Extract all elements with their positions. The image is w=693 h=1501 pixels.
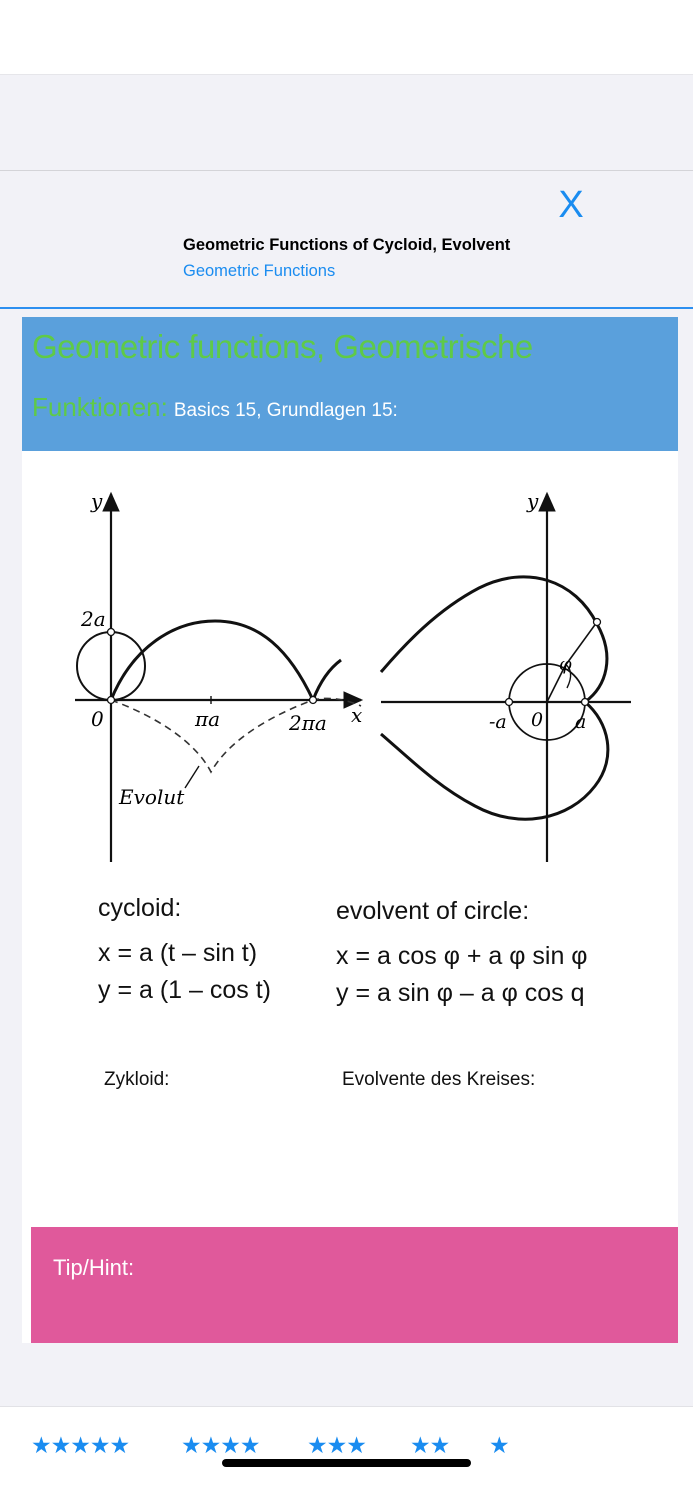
evolvent-diagram	[381, 489, 631, 862]
hint-label: Tip/Hint:	[53, 1255, 135, 1280]
label-phi: φ	[559, 654, 572, 675]
category-link[interactable]: Geometric Functions	[183, 262, 336, 280]
evolvent-heading: evolvent of circle:	[336, 897, 530, 925]
zykloid-label: Zykloid:	[104, 1069, 170, 1090]
evolute-curve	[111, 698, 361, 772]
evolvente-label: Evolvente des Kreises:	[342, 1069, 536, 1090]
point-2pia	[310, 697, 317, 704]
cycloid-curve	[111, 621, 313, 700]
label-2a: 2a	[81, 607, 106, 631]
rating-1-star[interactable]: ★	[489, 1432, 509, 1458]
cycloid-diagram	[75, 489, 362, 862]
point-tangent	[594, 619, 601, 626]
banner-basics-text: Basics 15, Grundlagen 15:	[173, 400, 398, 421]
evolvent-x-equation: x = a cos φ + a φ sin φ	[336, 942, 588, 970]
hint-box	[31, 1227, 678, 1343]
cycloid-x-equation: x = a (t – sin t)	[98, 939, 258, 967]
label-evolvent-origin: 0	[531, 709, 544, 731]
evolvent-y-equation: y = a sin φ – a φ cos q	[336, 979, 585, 1007]
rating-5-stars[interactable]: ★★★★★	[31, 1432, 130, 1458]
evolvent-formulas	[336, 897, 588, 1012]
cycloid-formulas	[98, 894, 271, 1009]
label-pia: πa	[195, 707, 221, 731]
rating-3-stars[interactable]: ★★★	[307, 1432, 366, 1458]
geometry-figure	[75, 476, 635, 866]
close-button[interactable]: X	[558, 184, 584, 226]
label-origin: 0	[91, 707, 104, 731]
cycloid-y-label: y	[91, 489, 103, 513]
navigation-bar	[0, 75, 693, 171]
point-minus-a	[506, 699, 513, 706]
label-a: a	[575, 711, 587, 733]
label-evolut: Evolut	[119, 785, 185, 809]
evolut-pointer	[185, 766, 199, 788]
evolvent-y-label: y	[527, 489, 539, 513]
banner-title-line1: Geometric functions, Geometrische	[32, 328, 533, 365]
label-minus-a: -a	[489, 711, 507, 733]
cycloid-next-arc	[313, 660, 341, 700]
point-origin	[108, 697, 115, 704]
rating-4-stars[interactable]: ★★★★	[181, 1432, 260, 1458]
cycloid-heading: cycloid:	[98, 894, 182, 922]
cycloid-y-equation: y = a (1 – cos t)	[98, 976, 271, 1004]
point-a	[582, 699, 589, 706]
cycloid-x-label: x	[351, 703, 363, 727]
label-2pia: 2πa	[289, 711, 327, 735]
banner-title-line2	[32, 392, 398, 423]
evolvent-upper	[381, 577, 607, 702]
home-indicator	[222, 1459, 471, 1467]
point-2a	[108, 629, 115, 636]
banner-green-text: Funktionen:	[32, 392, 168, 422]
page-title: Geometric Functions of Cycloid, Evolvent	[183, 236, 511, 254]
status-bar	[0, 0, 693, 75]
rating-2-stars[interactable]: ★★	[410, 1432, 450, 1458]
